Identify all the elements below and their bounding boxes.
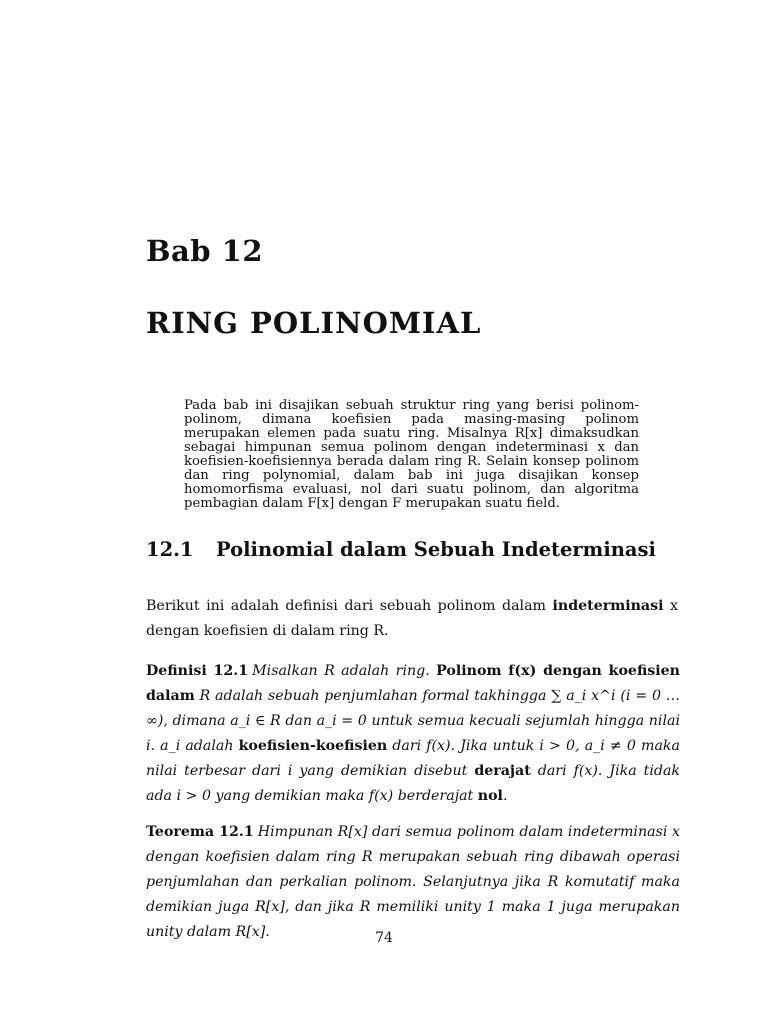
intro-text-2: x dengan koefisien di dalam ring R.	[146, 598, 678, 640]
theorem-block	[146, 820, 680, 945]
section-title: Polinomial dalam Sebuah Indeterminasi	[216, 538, 656, 561]
chapter-abstract: Pada bab ini disajikan sebuah struktur ring yang berisi polinom-polinom, dimana koefisien pada masing-masing polinom merupakan elemen pada suatu ring. Misalnya R[x] dimaksudkan sebagai himpunan semua polinom dengan indeterminasi x dan koefisien-koefisiennya berada dalam ring R. Selain konsep polinom dan ring polynomial, dalam bab ini juga disajikan konsep homomorfisma evaluasi, nol dari suatu polinom, dan algoritma pembagian dalam F[x] dengan F merupakan suatu field.	[184, 398, 639, 512]
page-number: 74	[375, 930, 393, 946]
definition-term-zero: nol	[477, 788, 503, 805]
definition-term-polynomial: Polinom f(x) dengan koefisien dalam	[146, 663, 680, 705]
intro-term: indeterminasi	[552, 598, 664, 615]
chapter-label: Bab 12	[146, 234, 264, 268]
definition-text-4: dari f(x). Jika tidak ada i > 0 yang demikian maka f(x) berderajat	[146, 763, 680, 805]
intro-text-1: Berikut ini adalah definisi dari sebuah polinom dalam	[146, 598, 553, 615]
section-heading	[146, 538, 686, 561]
definition-label: Definisi 12.1	[146, 663, 249, 680]
chapter-title: RING POLINOMIAL	[146, 306, 482, 340]
definition-text-1: Misalkan R adalah ring.	[252, 663, 437, 680]
definition-block	[146, 659, 680, 809]
definition-text-5: .	[502, 788, 508, 805]
definition-term-coefficients: koefisien-koefisien	[238, 738, 388, 755]
definition-text-2: R adalah sebuah penjumlahan formal takhingga ∑ a_i x^i (i = 0 … ∞), dimana a_i ∈ R dan a_i = 0 untuk semua kecuali sejumlah hingga nilai i. a_i adalah	[146, 688, 680, 755]
theorem-text: Himpunan R[x] dari semua polinom dalam indeterminasi x dengan koefisien dalam ring R merupakan sebuah ring dibawah operasi penjumlahan dan perkalian polinom. Selanjutnya jika R komutatif maka demikian juga R[x], dan jika R memiliki unity 1 maka 1 juga merupakan unity dalam R[x].	[146, 824, 680, 941]
theorem-label: Teorema 12.1	[146, 824, 254, 841]
definition-term-degree: derajat	[474, 763, 531, 780]
section-number: 12.1	[146, 538, 194, 561]
intro-paragraph	[146, 594, 678, 644]
definition-text-3: dari f(x). Jika untuk i > 0, a_i ≠ 0 maka nilai terbesar dari i yang demikian disebut	[146, 738, 680, 780]
